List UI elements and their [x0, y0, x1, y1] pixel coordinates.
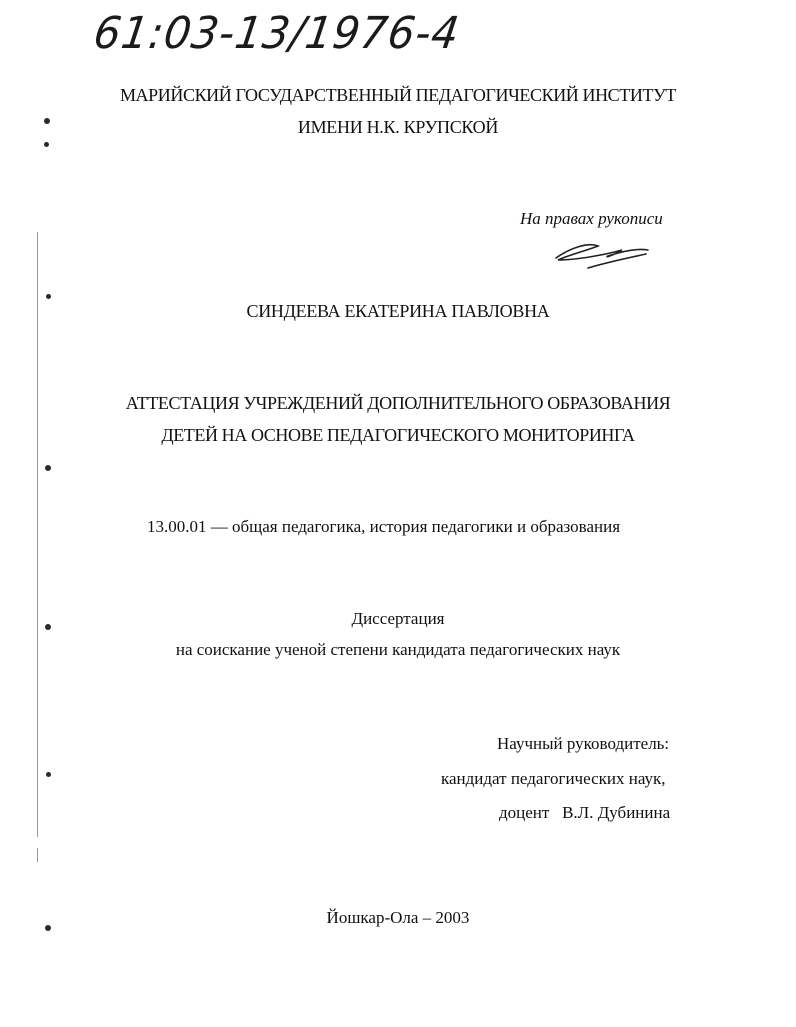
binding-hole-mark [45, 624, 51, 630]
supervisor-degree: кандидат педагогических наук, [441, 769, 666, 788]
manuscript-rights-label: На правах рукописи [520, 209, 663, 228]
signature-mark [548, 230, 658, 276]
degree-description: на соискание ученой степени кандидата педагогических наук [175, 640, 621, 659]
archive-number [90, 6, 568, 70]
city-year: Йошкар-Ола – 2003 [326, 908, 470, 927]
scan-margin-line [37, 232, 38, 837]
supervisor-label: Научный руководитель: [497, 734, 670, 753]
binding-hole-mark [45, 925, 51, 931]
author-name: СИНДЕЕВА ЕКАТЕРИНА ПАВЛОВНА [246, 301, 550, 321]
binding-hole-mark [46, 294, 51, 299]
dissertation-title-line2: ДЕТЕЙ НА ОСНОВЕ ПЕДАГОГИЧЕСКОГО МОНИТОРИНГА [161, 425, 635, 445]
dissertation-title-line1: АТТЕСТАЦИЯ УЧРЕЖДЕНИЙ ДОПОЛНИТЕЛЬНОГО ОБРАЗОВАНИЯ [125, 393, 671, 413]
institute-name-line2: ИМЕНИ Н.К. КРУПСКОЙ [297, 117, 499, 137]
binding-hole-mark [44, 142, 49, 147]
binding-hole-mark [44, 118, 50, 124]
institute-name-line1: МАРИЙСКИЙ ГОСУДАРСТВЕННЫЙ ПЕДАГОГИЧЕСКИЙ ИНСТИТУТ [119, 85, 677, 105]
specialty-code: 13.00.01 — общая педагогика, история педагогики и образования [147, 517, 621, 536]
binding-hole-mark [46, 772, 51, 777]
scan-margin-line [37, 848, 38, 862]
document-type: Диссертация [351, 609, 445, 628]
archive-number-text: 61:03-13/1976-4 [90, 8, 463, 59]
binding-hole-mark [45, 465, 51, 471]
supervisor-name: доцент В.Л. Дубинина [499, 803, 671, 822]
